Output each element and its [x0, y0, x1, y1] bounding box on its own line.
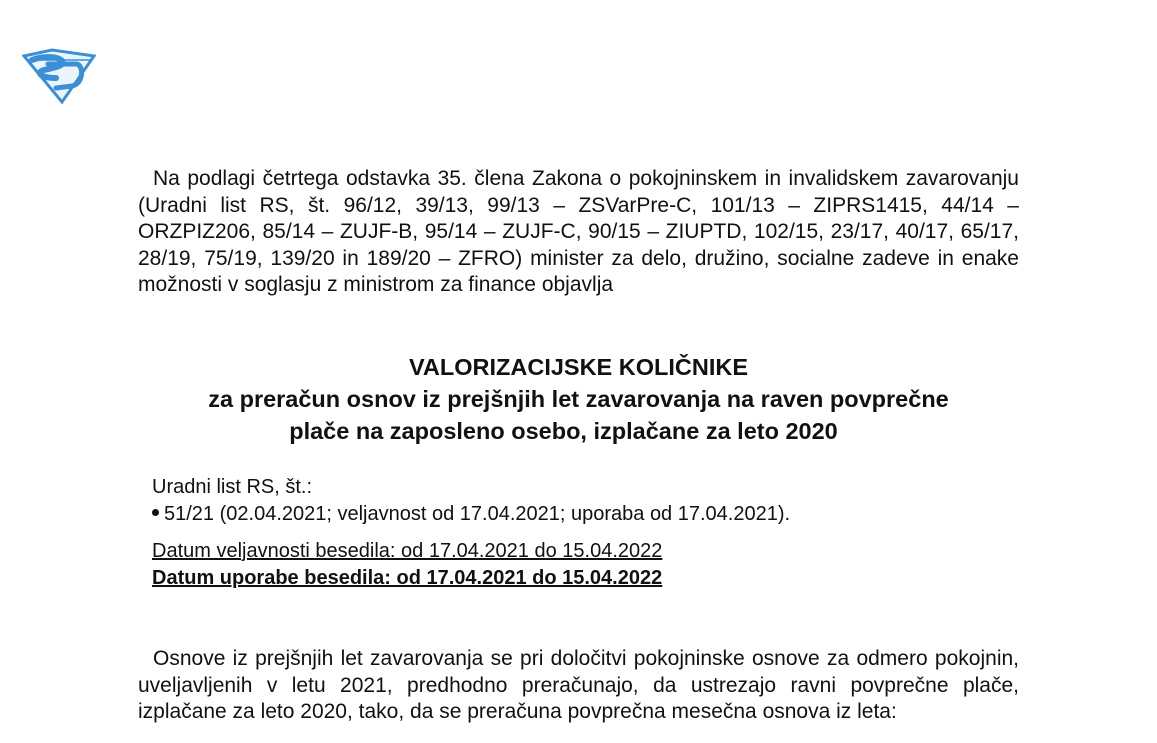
usage-date: Datum uporabe besedila: od 17.04.2021 do 15.04.2022: [152, 567, 663, 589]
gazette-label: Uradni list RS, št.:: [152, 476, 313, 498]
intro-paragraph: Na podlagi četrtega odstavka 35. člena Zakona o pokojninskem in invalidskem zavarovanju (Uradni list RS, št. 96/12, 39/13, 99/13 – ZSVarPre-C, 101/13 – ZIPRS1415, 44/14 – ORZPIZ206, 85/14 – ZUJF-B, 95/14 – ZUJF-C, 90/15 – ZIUPTD, 102/15, 23/17, 40/17, 65/17, 28/19, 75/19, 139/20 in 189/20 – ZFRO) minister za delo, družino, socialne zadeve in enake možnosti v soglasju z ministrom za finance objavlja: [138, 167, 1019, 296]
validity-date: Datum veljavnosti besedila: od 17.04.2021 do 15.04.2022: [152, 540, 663, 562]
title-line-3: plače na zaposleno osebo, izplačane za leto 2020: [289, 418, 838, 444]
document-subtitle-1: [138, 384, 1019, 416]
body-paragraph: Osnove iz prejšnjih let zavarovanja se pri določitvi pokojninske osnove za odmero pokojnin, uveljavljenih v letu 2021, predhodno preračunajo, da ustrezajo ravni povprečne plače, izplačane za leto 2020, tako, da se preračuna povprečna mesečna osnova iz leta:: [138, 647, 1019, 723]
document-subtitle-2: [138, 416, 1019, 448]
title-line-2: za preračun osnov iz prejšnjih let zavarovanja na raven povprečne: [208, 386, 949, 412]
bullet-icon: [152, 509, 159, 516]
zpiz-logo: [22, 48, 96, 104]
gazette-reference-item: [152, 501, 790, 527]
gazette-reference: 51/21 (02.04.2021; veljavnost od 17.04.2021; uporaba od 17.04.2021).: [164, 503, 791, 525]
title-line-1: VALORIZACIJSKE KOLIČNIKE: [408, 354, 749, 380]
document-title: [138, 352, 1019, 384]
